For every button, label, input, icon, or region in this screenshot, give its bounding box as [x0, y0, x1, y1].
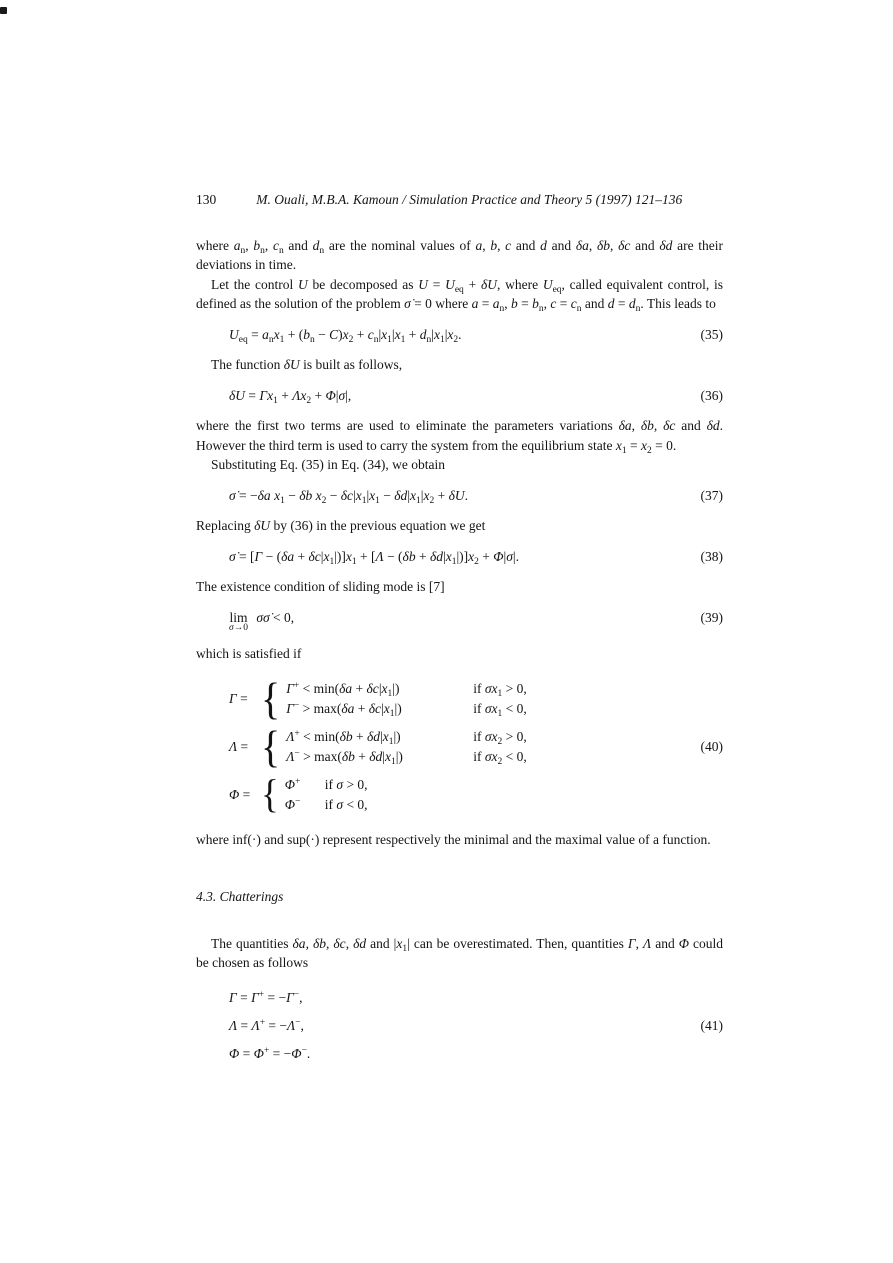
section-heading-chatterings: 4.3. Chatterings	[196, 889, 284, 904]
equation-40-number: (40)	[700, 738, 723, 754]
phi-lhs: Φ =	[229, 786, 251, 802]
equation-41-lines	[229, 984, 310, 1068]
equation-38-number: (38)	[700, 548, 723, 564]
phi-expr-2: Φ−	[284, 796, 301, 812]
equation-41	[196, 984, 723, 1068]
left-brace: {	[261, 721, 281, 771]
equation-41-number: (41)	[700, 1017, 723, 1033]
lambda-cond-1: if $\sigma x_2 > 0$,	[473, 728, 527, 747]
paragraph-control-decomposition: Let the control U be decomposed as $U = U_{eq} + \delta U$, where $U_{eq}$, called equivalent control, is defined as the solution of the problem σ̇ = 0 where $a = a_n$, $b = b_n$, $c = c_n$ and $d = d_n$. This leads to	[196, 276, 723, 314]
gamma-cond-2: if $\sigma x_1 < 0$,	[473, 700, 527, 719]
gamma-lhs: Γ =	[229, 690, 248, 706]
paragraph-inf-sup: where inf(·) and sup(·) represent respectively the minimal and the maximal value of a function.	[196, 831, 711, 847]
phi-case-line-2	[285, 795, 368, 815]
equation-36	[196, 386, 723, 406]
equation-37	[196, 486, 723, 506]
equation-41-line-3: Φ = Φ+ = −Φ−.	[229, 1045, 311, 1061]
phi-expr-1: Φ+	[284, 776, 301, 792]
paragraph-replacing: Replacing δU by (36) in the previous equation we get	[196, 518, 486, 533]
equation-38	[196, 547, 723, 567]
equation-41-line-1: Γ = Γ+ = −Γ−,	[229, 989, 303, 1005]
gamma-expr-1: $\Gamma^+ < \min(\delta a + \delta c|x_1|)$	[286, 680, 400, 699]
equation-35-body: $U_{eq} = a_nx_1 + (b_n - C)x_2 + c_n|x_1|x_1 + d_n|x_1|x_2$.	[229, 326, 462, 345]
equation-36-body: $\delta U = \Gamma x_1 + \Lambda x_2 + \Phi|\sigma|$,	[229, 387, 352, 406]
phi-cond-1: if σ > 0,	[324, 776, 368, 792]
equation-41-line-2: Λ = Λ+ = −Λ−,	[229, 1017, 304, 1033]
paragraph-existence-condition: The existence condition of sliding mode is [7]	[196, 579, 445, 594]
gamma-case-line-1	[286, 679, 527, 699]
page-number: 130	[196, 192, 217, 207]
running-header	[196, 190, 723, 210]
gamma-expr-2: $\Gamma^- > \max(\delta a + \delta c|x_1|)$	[286, 700, 402, 719]
equation-40-cases	[229, 675, 527, 819]
equation-40	[196, 675, 723, 819]
phi-case-group	[229, 771, 527, 818]
equation-39-body	[229, 608, 294, 634]
running-head-text: M. Ouali, M.B.A. Kamoun / Simulation Practice and Theory 5 (1997) 121–136	[256, 192, 683, 207]
paragraph-nominal-values: where $a_n$, $b_n$, $c_n$ and $d_n$ are the nominal values of a, b, c and d and δa, δb, δc and δd are their deviations in time.	[196, 237, 724, 272]
lambda-cond-2: if $\sigma x_2 < 0$,	[473, 748, 527, 767]
paragraph-quantities: The quantities δa, δb, δc, δd and $|x_1|$ can be overestimated. Then, quantities Γ, Λ and Φ could be chosen as follows	[196, 935, 724, 970]
lambda-case-line-1	[286, 727, 527, 747]
lambda-lhs: Λ =	[229, 738, 249, 754]
paragraph-terms-explanation: where the first two terms are used to eliminate the parameters variations δa, δb, δc and δd. However the third term is used to carry the system from the equilibrium state $x_1 = x_2 = 0$.	[196, 418, 724, 456]
paragraph-function-deltaU: The function δU is built as follows,	[211, 357, 403, 372]
limit-operator	[229, 608, 248, 634]
equation-39-number: (39)	[700, 609, 723, 625]
paragraph-substituting: Substituting Eq. (35) in Eq. (34), we obtain	[211, 457, 445, 472]
left-brace: {	[261, 673, 281, 723]
limit-subscript: σ→0	[229, 623, 248, 633]
lambda-expr-2: $\Lambda^- > \max(\delta b + \delta d|x_1|)$	[286, 748, 403, 767]
left-brace: {	[261, 771, 279, 818]
paragraph-satisfied-if: which is satisfied if	[196, 646, 302, 661]
gamma-case-group	[229, 673, 527, 723]
equation-38-body: σ̇ = $[\Gamma - (\delta a + \delta c|x_1|)]x_1 + [\Lambda - (\delta b + \delta d|x_1|)]x_2 + \Phi|\sigma|$.	[229, 548, 519, 567]
scan-artifact	[0, 7, 7, 14]
lambda-case-group	[229, 721, 527, 771]
equation-36-number: (36)	[700, 387, 723, 403]
phi-cond-2: if σ < 0,	[324, 796, 368, 812]
phi-case-line-1	[285, 775, 368, 795]
limit-word: lim	[229, 609, 248, 625]
equation-35	[196, 325, 723, 345]
equation-37-number: (37)	[700, 487, 723, 503]
page-content	[196, 190, 723, 1079]
lambda-expr-1: $\Lambda^+ < \min(\delta b + \delta d|x_1|)$	[286, 728, 401, 747]
lambda-case-line-2	[286, 747, 527, 767]
equation-35-number: (35)	[700, 326, 723, 342]
gamma-case-line-2	[286, 699, 527, 719]
gamma-cond-1: if $\sigma x_1 > 0$,	[473, 680, 527, 699]
equation-37-body: σ̇ = −δa $x_1 - \delta b$ $x_2 - \delta c|x_1|x_1 - \delta d|x_1|x_2 + \delta U$.	[229, 487, 468, 506]
equation-39	[196, 608, 723, 634]
equation-39-expression: σσ̇ < 0,	[256, 609, 295, 625]
